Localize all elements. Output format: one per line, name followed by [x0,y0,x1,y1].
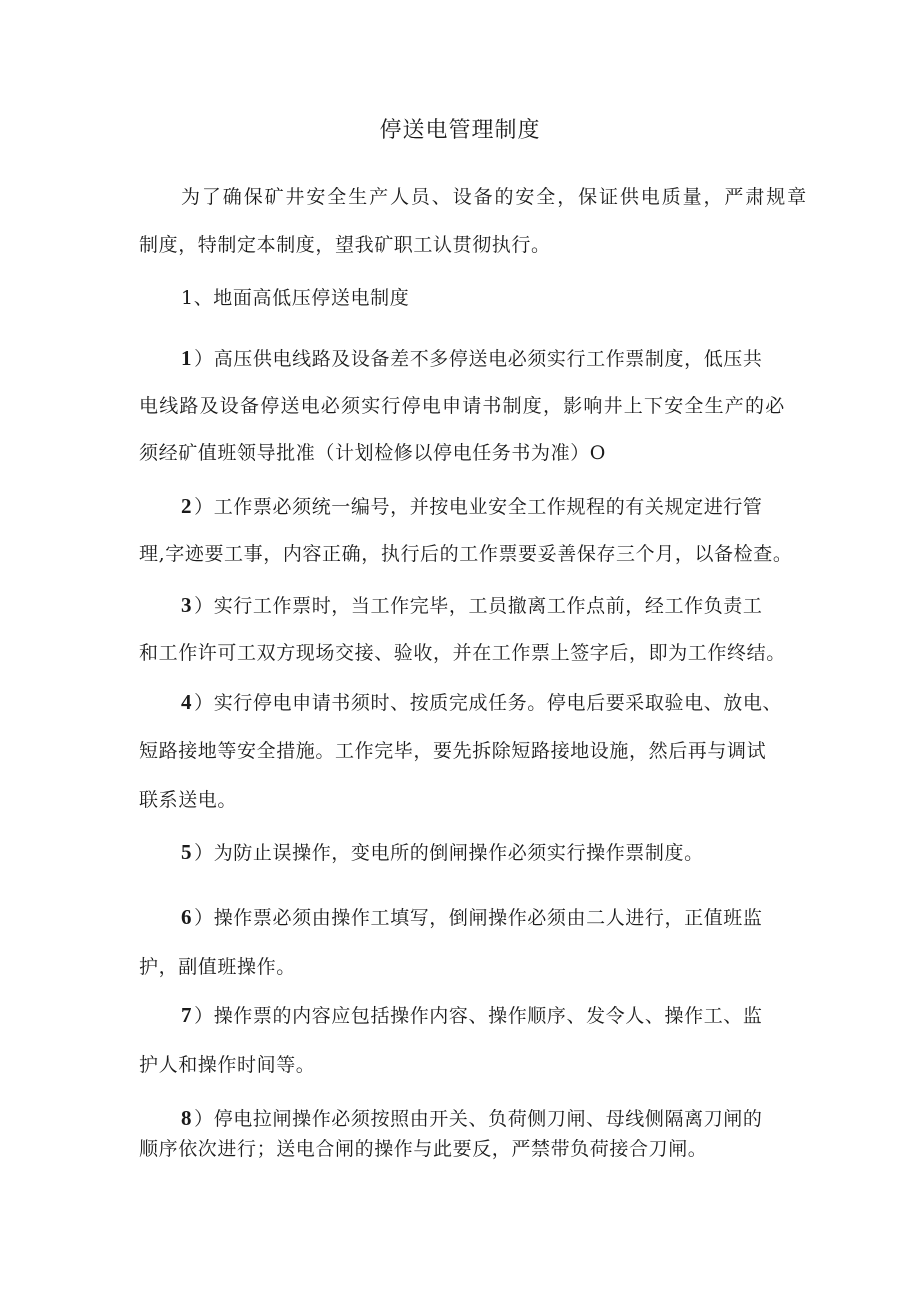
item-number: 5 [181,840,193,864]
item-2-line: 理,字迹要工事，内容正确，执行后的工作票要妥善保存三个月，以备检查。 [139,543,793,565]
item-6-line: 护，副值班操作。 [139,956,296,978]
item-4-line: 短路接地等安全措施。工作完毕，要先拆除短路接地设施，然后再与调试 [139,740,767,762]
intro-line: 制度，特制定本制度，望我矿职工认贯彻执行。 [139,234,551,256]
document-title: 停送电管理制度 [379,118,541,143]
item-number: 6 [181,905,193,929]
item-number: 1 [181,346,193,370]
item-6-line: 6 ）操作票必须由操作工填写，倒闸操作必须由二人进行，正值班监 [181,905,763,929]
item-1-line: 1 ）高压供电线路及设备差不多停送电必须实行工作票制度，低压共 [181,346,763,370]
section-heading: 1、地面高低压停送电制度 [181,287,410,309]
item-1-line: 须经矿值班领导批准（计划检修以停电任务书为准）O [139,442,606,464]
item-3-line: 和工作许可工双方现场交接、验收，并在工作票上签字后，即为工作终结。 [139,642,786,664]
item-7-line: 护人和操作时间等。 [139,1054,316,1076]
intro-line: 为了确保矿井安全生产人员、设备的安全，保证供电质量，严肃规章 [181,186,809,208]
item-5-line: 5 ）为防止误操作，变电所的倒闸操作必须实行操作票制度。 [181,840,704,864]
item-number: 3 [181,593,193,617]
item-2-line: 2 ）工作票必须统一编号，并按电业安全工作规程的有关规定进行管 [181,494,763,518]
item-4-line: 4 ）实行停电申请书须时、按质完成任务。停电后要采取验电、放电、 [181,690,783,714]
item-3-line: 3 ）实行工作票时，当工作完毕，工员撤离工作点前，经工作负责工 [181,593,763,617]
item-8-line: 顺序依次进行；送电合闸的操作与此要反，严禁带负荷接合刀闸。 [139,1138,708,1160]
item-7-line: 7 ）操作票的内容应包括操作内容、操作顺序、发令人、操作工、监 [181,1003,763,1027]
item-number: 7 [181,1003,193,1027]
item-number: 4 [181,690,193,714]
item-number: 2 [181,494,193,518]
item-8-line: 8 ）停电拉闸操作必须按照由开关、负荷侧刀闸、母线侧隔离刀闸的 [181,1106,763,1130]
item-1-line: 电线路及设备停送电必须实行停电申请书制度，影响井上下安全生产的必 [139,395,786,417]
item-4-line: 联系送电。 [139,789,238,811]
item-number: 8 [181,1106,193,1130]
